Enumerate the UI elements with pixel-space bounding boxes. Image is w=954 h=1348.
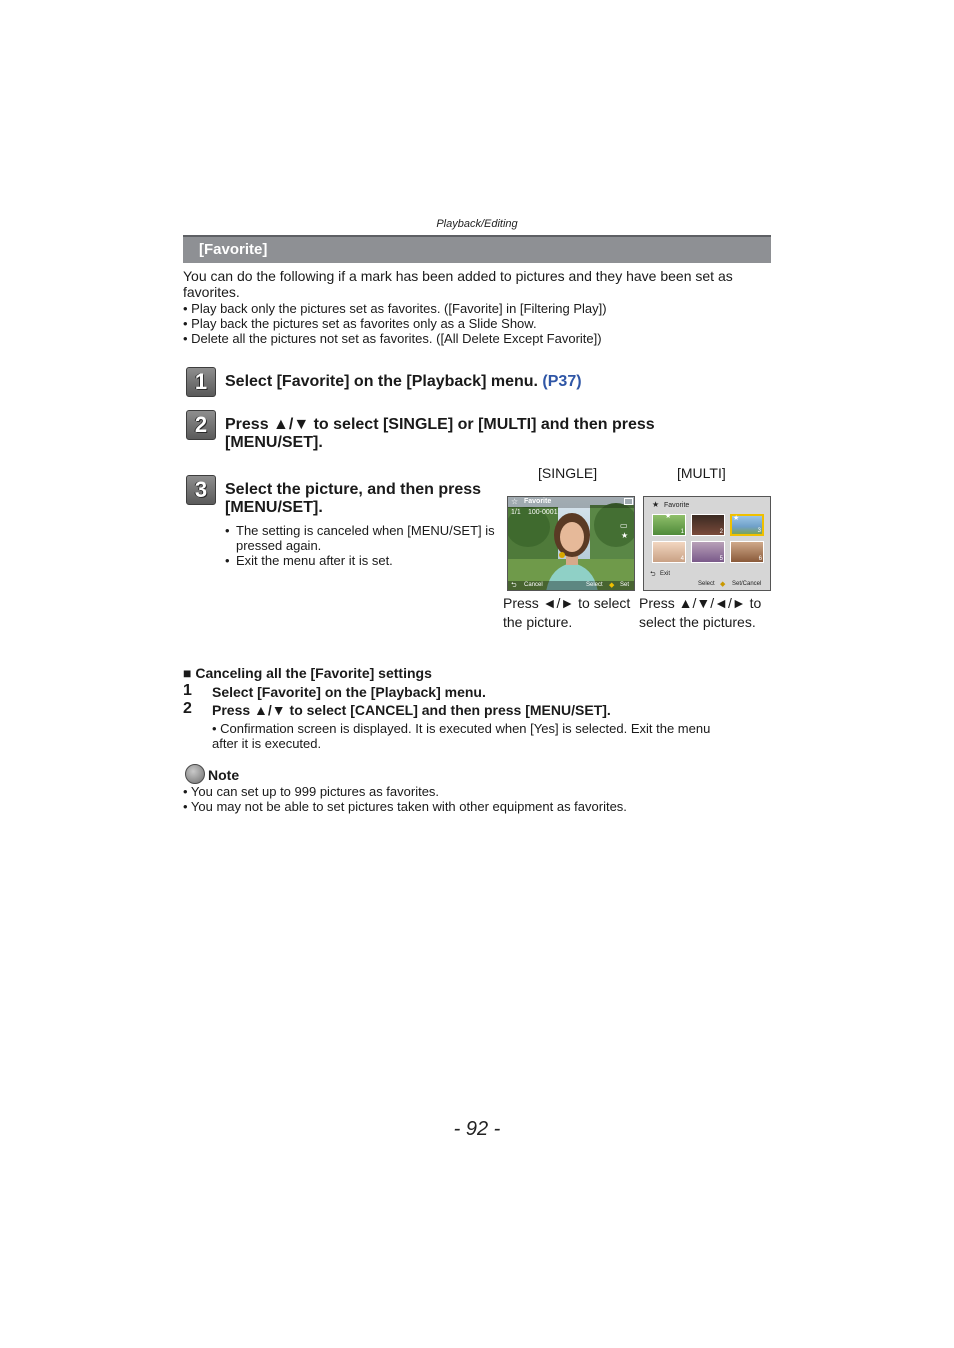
intro-bullets: [183, 301, 773, 346]
single-label: [SINGLE]: [538, 465, 598, 481]
list-item: • You may not be able to set pictures taken with other equipment as favorites.: [183, 799, 627, 814]
step-1-icon: 1: [186, 367, 216, 397]
page-link-p37[interactable]: (P37): [542, 373, 582, 390]
cancel-step-2-num: 2: [183, 700, 192, 717]
single-select: Select: [586, 582, 603, 588]
cancel-confirm-text: • Confirmation screen is displayed. It is executed when [Yes] is selected. Exit the menu after it is executed.: [212, 721, 711, 751]
single-set: Set: [620, 582, 630, 588]
cancel-step-2-text: Press ▲/▼ to select [CANCEL] and then press [MENU/SET].: [212, 702, 611, 718]
card-icon: ▭: [620, 521, 628, 530]
favorite-star-icon: ★: [621, 531, 629, 540]
step-3-text: Select the picture, and then press [MENU/SET].: [225, 481, 482, 516]
multi-title: Favorite: [664, 502, 690, 509]
thumbnail-star-icon: ★: [665, 513, 672, 520]
thumbnail-number: 2: [719, 529, 723, 535]
step-3-bullets: [225, 523, 495, 568]
menu-set-icon: ◆: [720, 581, 726, 588]
multi-select: Select: [698, 581, 715, 587]
thumbnail-number: 6: [758, 556, 762, 562]
list-item: • The setting is canceled when [MENU/SET] is pressed again.: [225, 523, 495, 553]
thumbnail[interactable]: [652, 541, 686, 563]
thumbnail-number: 3: [757, 528, 761, 534]
list-item: • Play back the pictures set as favorites only as a Slide Show.: [183, 316, 537, 331]
canceling-heading: [183, 665, 432, 681]
list-item: • Exit the menu after it is set.: [225, 553, 495, 568]
multi-screen: [643, 496, 771, 591]
thumbnail[interactable]: [730, 514, 764, 536]
thumbnail-number: 5: [719, 556, 723, 562]
list-item: • Play back only the pictures set as favorites. ([Favorite] in [Filtering Play]): [183, 301, 607, 316]
step-1-label: Select [Favorite] on the [Playback] menu.: [225, 373, 543, 390]
multi-label: [MULTI]: [677, 465, 726, 481]
single-title: Favorite: [524, 498, 552, 505]
return-icon: ⮌: [511, 582, 517, 589]
thumbnail-number: 1: [680, 529, 684, 535]
multi-set-cancel: Set/Cancel: [732, 581, 762, 587]
step-1-text: [225, 373, 745, 391]
menu-set-icon: ◆: [609, 582, 615, 589]
square-bullet-icon: ■: [183, 665, 192, 681]
thumbnail-number: 4: [680, 556, 684, 562]
canceling-title: Canceling all the [Favorite] settings: [195, 665, 432, 681]
step-2-text: Press ▲/▼ to select [SINGLE] or [MULTI] and then press [MENU/SET].: [225, 416, 655, 451]
page-title: [Favorite]: [183, 235, 771, 263]
cancel-step-1-num: 1: [183, 682, 192, 699]
single-counter: 100-0001: [528, 509, 558, 516]
star-icon: ☆: [511, 497, 519, 506]
thumbnail[interactable]: [691, 514, 725, 536]
list-item: • Delete all the pictures not set as favorites. ([All Delete Except Favorite]): [183, 331, 602, 346]
thumbnail[interactable]: [691, 541, 725, 563]
list-item: • You can set up to 999 pictures as favorites.: [183, 784, 440, 799]
single-screen: [507, 496, 635, 591]
multi-exit: Exit: [660, 571, 671, 577]
thumbnail-star-icon: ★: [733, 515, 740, 522]
star-icon: ★: [652, 500, 660, 509]
note-bullets: [183, 784, 783, 814]
thumbnail[interactable]: [652, 514, 686, 536]
single-counter-prefix: 1/1: [511, 509, 521, 516]
intro-text: You can do the following if a mark has been added to pictures and they have been set as favorites.: [183, 268, 733, 300]
single-cancel: Cancel: [524, 582, 543, 588]
cancel-step-1-text: Select [Favorite] on the [Playback] menu.: [212, 684, 486, 700]
page-number: - 92 -: [453, 1118, 501, 1140]
note-title: Note: [208, 767, 240, 783]
battery-icon: [624, 498, 633, 505]
step-3-icon: 3: [186, 475, 216, 505]
step-2-icon: 2: [186, 410, 216, 440]
single-caption: Press ◄/► to select the picture.: [503, 595, 631, 630]
section-header: Playback/Editing: [436, 218, 518, 230]
return-icon: ⮌: [650, 571, 656, 578]
thumbnail[interactable]: [730, 541, 764, 563]
multi-caption: Press ▲/▼/◄/► to select the pictures.: [639, 595, 762, 630]
note-pencil-icon: [185, 764, 205, 784]
